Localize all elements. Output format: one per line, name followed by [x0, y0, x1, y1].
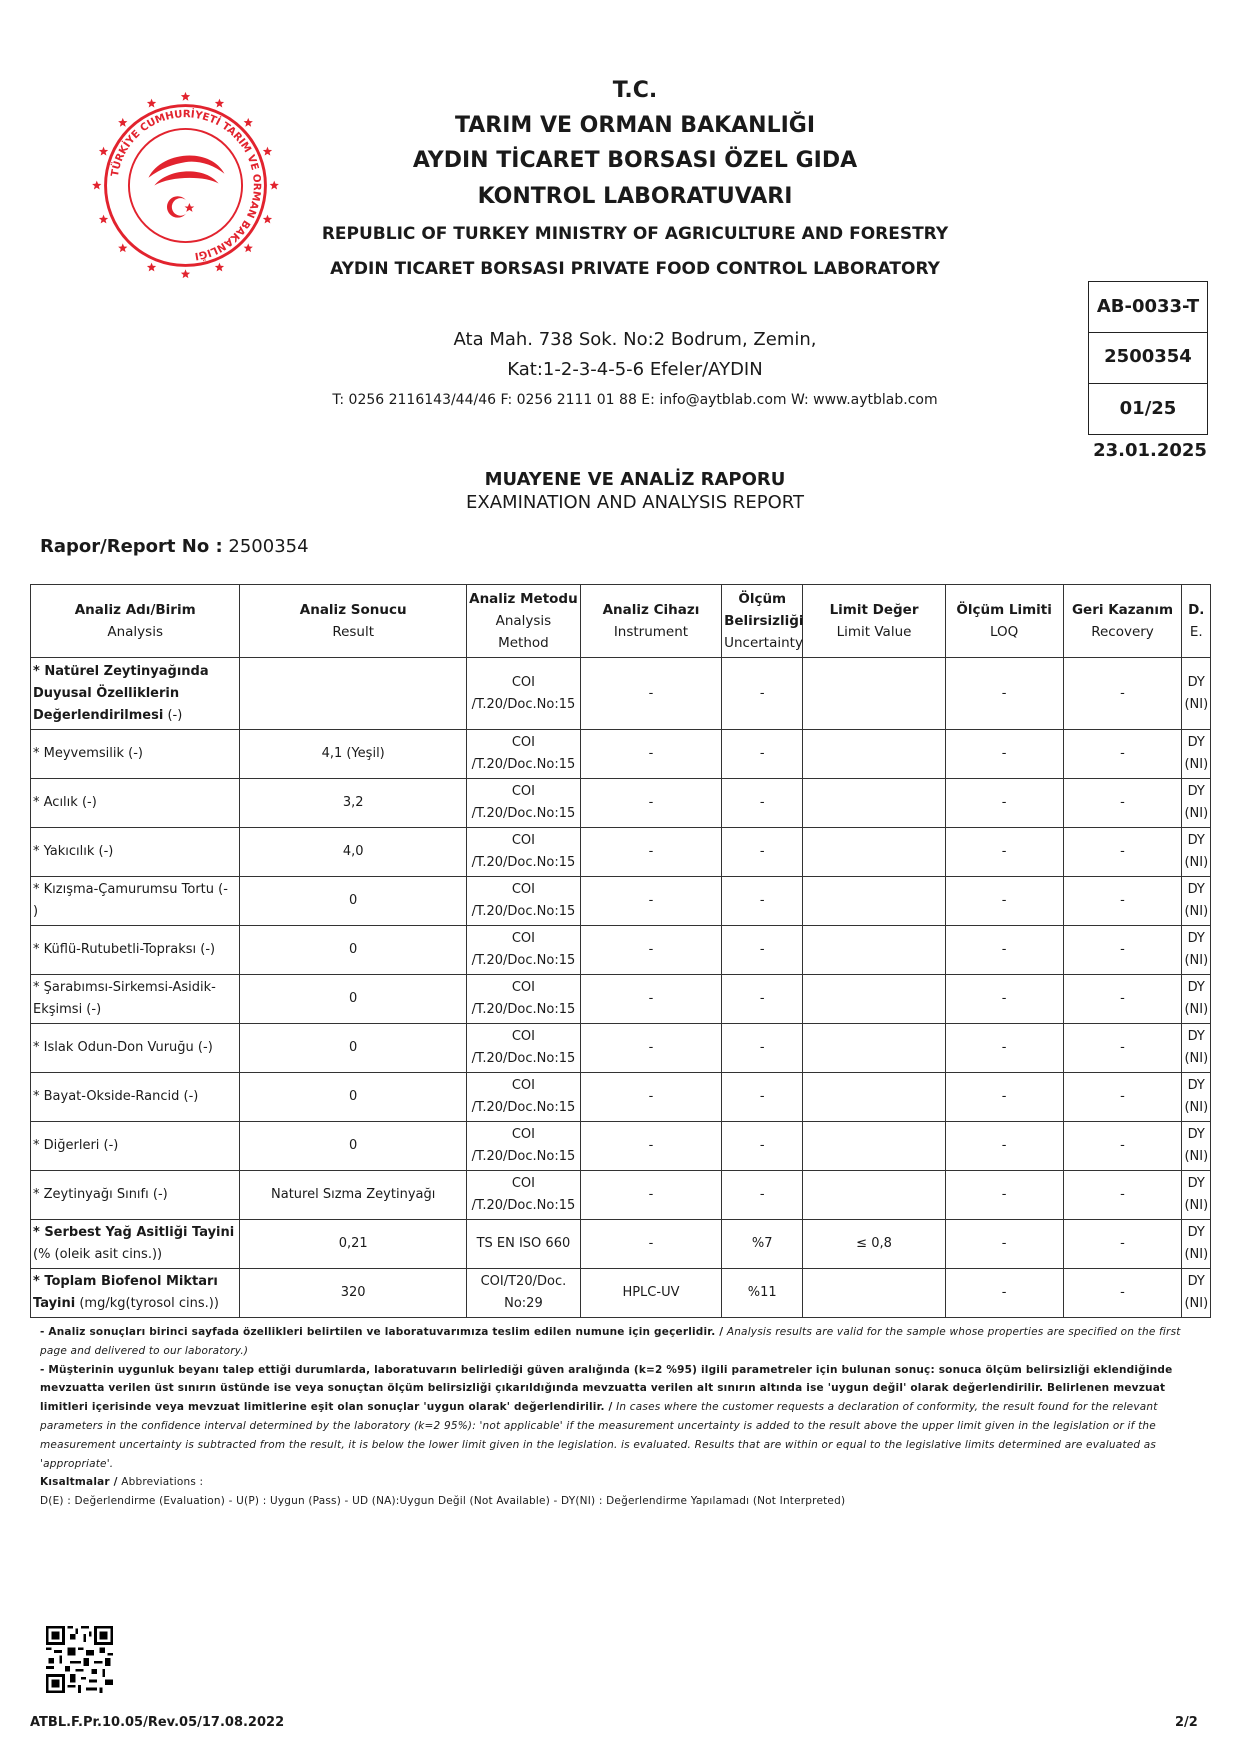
recovery: -	[1063, 877, 1182, 926]
table-row	[31, 877, 1211, 926]
report-title-tr: MUAYENE VE ANALİZ RAPORU	[484, 469, 786, 490]
result-value: 0	[240, 1024, 467, 1073]
method: COI /T.20/Doc.No:15	[467, 658, 581, 730]
recovery: -	[1063, 1073, 1182, 1122]
col-result: Analiz Sonucu Result	[240, 585, 467, 658]
limit-value	[803, 1073, 945, 1122]
seal-star-icon	[263, 215, 272, 224]
loq: -	[945, 926, 1063, 975]
analysis-name: * Küflü-Rutubetli-Topraksı (-)	[31, 926, 240, 975]
limit-value	[803, 1024, 945, 1073]
uncertainty: -	[722, 975, 803, 1024]
result-value: 320	[240, 1269, 467, 1318]
report-title-en: EXAMINATION AND ANALYSIS REPORT	[466, 492, 804, 513]
result-value: 0	[240, 926, 467, 975]
col-method: Analiz Metodu Analysis Method	[467, 585, 581, 658]
instrument: -	[580, 975, 721, 1024]
analysis-name: * Bayat-Okside-Rancid (-)	[31, 1073, 240, 1122]
uncertainty: -	[722, 877, 803, 926]
result-value: Naturel Sızma Zeytinyağı	[240, 1171, 467, 1220]
uncertainty: -	[722, 658, 803, 730]
result-value: 4,1 (Yeşil)	[240, 730, 467, 779]
seal-star-icon	[99, 147, 108, 156]
svg-text:TÜRKİYE CUMHURİYETİ TARIM VE O: TÜRKİYE CUMHURİYETİ TARIM VE ORMAN BAKANLIĞI	[109, 109, 262, 262]
analysis-name: * Şarabımsı-Sirkemsi-Asidik- Ekşimsi (-)	[31, 975, 240, 1024]
abbreviations-heading: Kısaltmalar / Abbreviations :	[40, 1476, 204, 1489]
result-value: 0,21	[240, 1220, 467, 1269]
evaluation: DY (NI)	[1182, 779, 1211, 828]
analysis-name: * Kızışma-Çamurumsu Tortu (- )	[31, 877, 240, 926]
instrument: -	[580, 1171, 721, 1220]
table-row	[31, 1122, 1211, 1171]
uncertainty: -	[722, 1073, 803, 1122]
method: COI /T.20/Doc.No:15	[467, 828, 581, 877]
header-lab-tr-2: KONTROL LABORATUVARI	[477, 184, 793, 209]
recovery: -	[1063, 730, 1182, 779]
result-value: 0	[240, 877, 467, 926]
recovery: -	[1063, 1220, 1182, 1269]
loq: -	[945, 1269, 1063, 1318]
analysis-name: * Serbest Yağ Asitliği Tayini (% (oleik asit cins.))	[31, 1220, 240, 1269]
evaluation: DY (NI)	[1182, 975, 1211, 1024]
seal-star-icon	[92, 181, 101, 190]
limit-value	[803, 1171, 945, 1220]
method: COI /T.20/Doc.No:15	[467, 1171, 581, 1220]
analysis-name: * Yakıcılık (-)	[31, 828, 240, 877]
uncertainty: %7	[722, 1220, 803, 1269]
seal-star-icon	[244, 243, 253, 252]
col-evaluation: D. E.	[1182, 585, 1211, 658]
seal-star-icon	[215, 99, 224, 108]
analysis-name: * Zeytinyağı Sınıfı (-)	[31, 1171, 240, 1220]
method: COI /T.20/Doc.No:15	[467, 975, 581, 1024]
instrument: -	[580, 730, 721, 779]
abbreviations-text: D(E) : Değerlendirme (Evaluation) - U(P) : Uygun (Pass) - UD (NA):Uygun Değil (Not Available) - DY(NI) : Değerlendirme Yapılamadı (Not Interpreted)	[40, 1495, 846, 1508]
analysis-name: * Natürel Zeytinyağında Duyusal Özelliklerin Değerlendirilmesi (-)	[31, 658, 240, 730]
table-row	[31, 1024, 1211, 1073]
table-row	[31, 779, 1211, 828]
evaluation: DY (NI)	[1182, 658, 1211, 730]
instrument: -	[580, 1122, 721, 1171]
col-uncertainty: Ölçüm Belirsizliği Uncertainty	[722, 585, 803, 658]
report-number-box: 2500354	[1088, 332, 1208, 384]
table-row	[31, 730, 1211, 779]
loq: -	[945, 828, 1063, 877]
table-row	[31, 828, 1211, 877]
loq: -	[945, 658, 1063, 730]
limit-value	[803, 877, 945, 926]
loq: -	[945, 1122, 1063, 1171]
method: COI /T.20/Doc.No:15	[467, 926, 581, 975]
result-value: 3,2	[240, 779, 467, 828]
recovery: -	[1063, 1122, 1182, 1171]
result-value: 0	[240, 1122, 467, 1171]
limit-value	[803, 730, 945, 779]
qr-code-icon	[46, 1626, 113, 1693]
col-instrument: Analiz Cihazı Instrument	[580, 585, 721, 658]
result-value	[240, 658, 467, 730]
loq: -	[945, 1073, 1063, 1122]
uncertainty: %11	[722, 1269, 803, 1318]
table-row	[31, 1269, 1211, 1318]
report-date: 23.01.2025	[1093, 440, 1207, 461]
loq: -	[945, 730, 1063, 779]
table-row	[31, 975, 1211, 1024]
limit-value	[803, 658, 945, 730]
instrument: -	[580, 658, 721, 730]
seal-star-icon	[118, 243, 127, 252]
note-validity: - Analiz sonuçları birinci sayfada özellikleri belirtilen ve laboratuvarımıza teslim edilen numune için geçerlidir. / Analysis results are valid for the sample whose properties are specified on the first page and delivered to our laboratory.)	[40, 1326, 1181, 1357]
instrument: -	[580, 1024, 721, 1073]
table-row	[31, 1073, 1211, 1122]
form-code: ATBL.F.Pr.10.05/Rev.05/17.08.2022	[30, 1715, 285, 1730]
instrument: -	[580, 779, 721, 828]
header-lab-tr-1: AYDIN TİCARET BORSASI ÖZEL GIDA	[412, 148, 858, 173]
limit-value	[803, 828, 945, 877]
results-table	[30, 584, 1211, 1318]
seal-star-icon	[270, 181, 279, 190]
seal-star-icon	[181, 92, 190, 101]
evaluation: DY (NI)	[1182, 926, 1211, 975]
table-row	[31, 1220, 1211, 1269]
note-conformity: - Müşterinin uygunluk beyanı talep ettiği durumlarda, laboratuvarın belirlediği güven aralığında (k=2 %95) ilgili parametreler için bulunan sonuç: sonuca ölçüm belirsizliği eklendiğinde mevzuatta verilen üst sınırın üstünde ise veya sonuçtan ölçüm belirsizliği çıkarıldığında mevzuatta verilen alt sınırın altında ise 'uygun değil' olarak değerlendirilir. Belirlenen mevzuat limitleri içerisinde veya mevzuat limitlerine eşit olan sonuçlar 'uygun olarak' değerlendirilir. / In cases where the customer requests a declaration of conformity, the result found for the relevant parameters in the confidence interval determined by the laboratory (k=2 95%): 'not applicable' if the measurement uncertainty is added to the result above the upper limit given in the legislation or if the measurement uncertainty is subtracted from the result, it is below the lower limit given in the legislation. is evaluated. Results that are within or equal to the legislative limits determined are evaluated as 'appropriate'.	[40, 1363, 1173, 1470]
ministry-seal-logo	[88, 88, 283, 283]
instrument: -	[580, 877, 721, 926]
evaluation: DY (NI)	[1182, 1269, 1211, 1318]
result-value: 0	[240, 975, 467, 1024]
result-value: 0	[240, 1073, 467, 1122]
header-ministry-en: REPUBLIC OF TURKEY MINISTRY OF AGRICULTURE AND FORESTRY	[321, 224, 949, 244]
uncertainty: -	[722, 1171, 803, 1220]
report-notes	[40, 1323, 1210, 1511]
limit-value	[803, 1122, 945, 1171]
recovery: -	[1063, 975, 1182, 1024]
loq: -	[945, 975, 1063, 1024]
seal-star-icon	[147, 263, 156, 272]
seal-star-icon	[263, 147, 272, 156]
col-limit: Limit Değer Limit Value	[803, 585, 945, 658]
recovery: -	[1063, 828, 1182, 877]
report-no-line	[40, 536, 309, 557]
evaluation: DY (NI)	[1182, 730, 1211, 779]
seal-star-icon	[147, 99, 156, 108]
method: COI /T.20/Doc.No:15	[467, 1122, 581, 1171]
method: COI/T20/Doc. No:29	[467, 1269, 581, 1318]
col-recovery: Geri Kazanım Recovery	[1063, 585, 1182, 658]
table-row	[31, 658, 1211, 730]
header-ministry-tr: TARIM VE ORMAN BAKANLIĞI	[454, 113, 816, 138]
instrument: -	[580, 828, 721, 877]
instrument: -	[580, 1073, 721, 1122]
limit-value	[803, 779, 945, 828]
seal-star-icon	[181, 269, 190, 278]
uncertainty: -	[722, 1122, 803, 1171]
loq: -	[945, 1220, 1063, 1269]
limit-value	[803, 1269, 945, 1318]
recovery: -	[1063, 1024, 1182, 1073]
instrument: HPLC-UV	[580, 1269, 721, 1318]
address-line-1: Ata Mah. 738 Sok. No:2 Bodrum, Zemin,	[453, 329, 817, 350]
recovery: -	[1063, 926, 1182, 975]
loq: -	[945, 1171, 1063, 1220]
recovery: -	[1063, 1171, 1182, 1220]
recovery: -	[1063, 658, 1182, 730]
analysis-name: * Meyvemsilik (-)	[31, 730, 240, 779]
evaluation: DY (NI)	[1182, 1220, 1211, 1269]
method: COI /T.20/Doc.No:15	[467, 1073, 581, 1122]
method: COI /T.20/Doc.No:15	[467, 779, 581, 828]
contact-line: T: 0256 2116143/44/46 F: 0256 2111 01 88 E: info@aytblab.com W: www.aytblab.com	[332, 392, 938, 408]
analysis-name: * Toplam Biofenol Miktarı Tayini (mg/kg(tyrosol cins.))	[31, 1269, 240, 1318]
method: COI /T.20/Doc.No:15	[467, 730, 581, 779]
uncertainty: -	[722, 926, 803, 975]
seal-star-icon	[244, 118, 253, 127]
table-row	[31, 1171, 1211, 1220]
loq: -	[945, 1024, 1063, 1073]
uncertainty: -	[722, 779, 803, 828]
analysis-name: * Diğerleri (-)	[31, 1122, 240, 1171]
report-no-value: 2500354	[228, 536, 309, 557]
analysis-name: * Acılık (-)	[31, 779, 240, 828]
page-number: 2/2	[1175, 1715, 1198, 1730]
loq: -	[945, 877, 1063, 926]
header-tc: T.C.	[612, 78, 658, 103]
uncertainty: -	[722, 1024, 803, 1073]
seal-star-icon	[118, 118, 127, 127]
recovery: -	[1063, 779, 1182, 828]
seal-star-icon	[99, 215, 108, 224]
limit-value	[803, 975, 945, 1024]
limit-value	[803, 926, 945, 975]
seal-star-icon	[215, 263, 224, 272]
col-loq: Ölçüm Limiti LOQ	[945, 585, 1063, 658]
instrument: -	[580, 1220, 721, 1269]
page-code-box: 01/25	[1088, 384, 1208, 435]
table-row	[31, 926, 1211, 975]
accreditation-code: AB-0033-T	[1088, 281, 1208, 333]
header-lab-en: AYDIN TICARET BORSASI PRIVATE FOOD CONTROL LABORATORY	[330, 259, 940, 279]
loq: -	[945, 779, 1063, 828]
method: TS EN ISO 660	[467, 1220, 581, 1269]
address-line-2: Kat:1-2-3-4-5-6 Efeler/AYDIN	[507, 359, 763, 380]
evaluation: DY (NI)	[1182, 828, 1211, 877]
method: COI /T.20/Doc.No:15	[467, 1024, 581, 1073]
uncertainty: -	[722, 828, 803, 877]
evaluation: DY (NI)	[1182, 1171, 1211, 1220]
evaluation: DY (NI)	[1182, 1073, 1211, 1122]
analysis-name: * Islak Odun-Don Vuruğu (-)	[31, 1024, 240, 1073]
report-no-label: Rapor/Report No :	[40, 536, 223, 557]
result-value: 4,0	[240, 828, 467, 877]
col-analysis: Analiz Adı/Birim Analysis	[31, 585, 240, 658]
limit-value: ≤ 0,8	[803, 1220, 945, 1269]
uncertainty: -	[722, 730, 803, 779]
evaluation: DY (NI)	[1182, 877, 1211, 926]
recovery: -	[1063, 1269, 1182, 1318]
table-header-row	[31, 585, 1211, 658]
instrument: -	[580, 926, 721, 975]
method: COI /T.20/Doc.No:15	[467, 877, 581, 926]
evaluation: DY (NI)	[1182, 1024, 1211, 1073]
evaluation: DY (NI)	[1182, 1122, 1211, 1171]
